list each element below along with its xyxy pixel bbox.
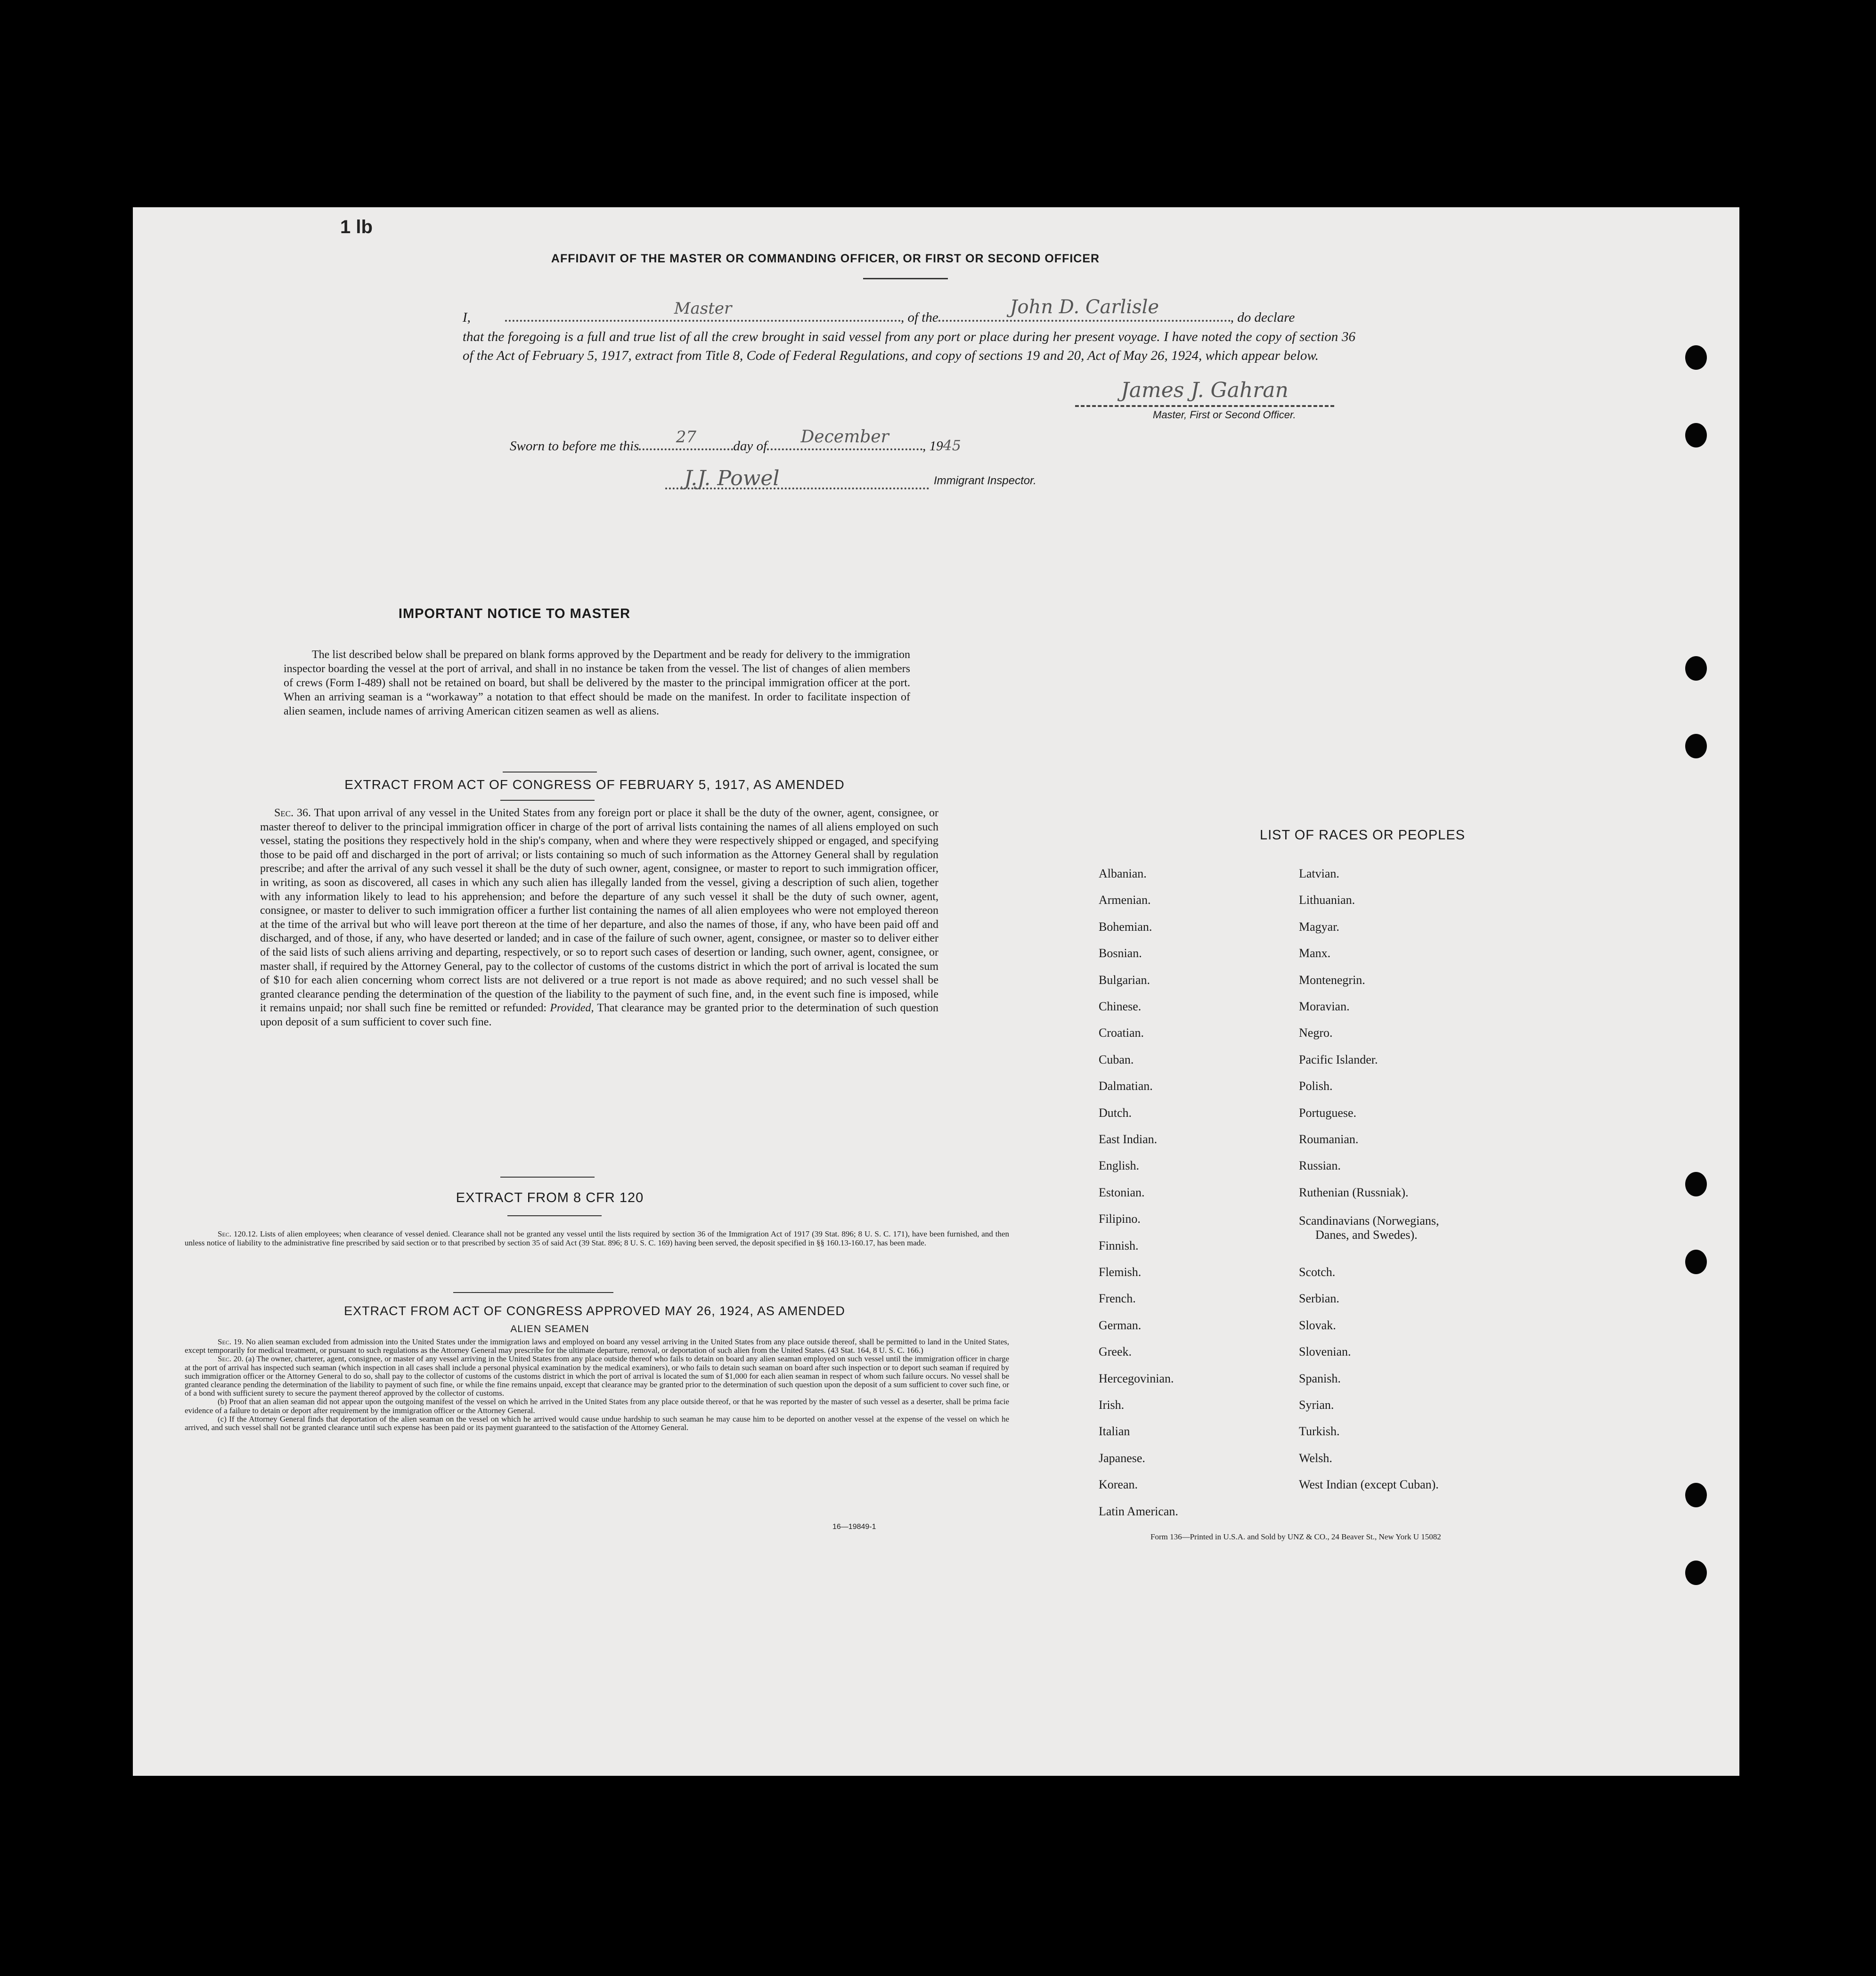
printer-footer: Form 136—Printed in U.S.A. and Sold by UNZ & CO., 24 Beaver St., New York U 15082 [1150, 1532, 1441, 1541]
inspector-signature-line [665, 466, 929, 490]
document-sheet [133, 207, 1739, 1776]
race-item: Welsh. [1299, 1451, 1332, 1465]
race-item: Flemish. [1099, 1265, 1142, 1279]
corner-mark: 1 lb [340, 217, 373, 237]
extract-1917-provided-text: That clearance may be granted prior to the determination of such question upon deposit of a sum sufficient to cover such fine. [260, 1002, 938, 1028]
race-item: Chinese. [1099, 1000, 1142, 1013]
extract-1924-subtitle: ALIEN SEAMEN [510, 1324, 589, 1334]
master-signature-label: Master, First or Second Officer. [1153, 409, 1296, 421]
sworn-day-field [639, 428, 733, 450]
race-item: Estonian. [1099, 1185, 1145, 1199]
notice-body: The list described below shall be prepared on blank forms approved by the Department and be ready for delivery to the immigration inspector boarding the vessel at the port of arrival, and shall in no instance be taken from the vessel. The list of changes of alien members of crews (Form I-489) shall not be retained on board, but shall be delivered by the master to the principal immigration officer at the port. When an arriving seaman is a “workaway” a notation to that effect should be made on the manifest. In order to facilitate inspection of alien seamen, include names of arriving American citizen seamen as well as aliens. [284, 649, 910, 717]
race-item: Lithuanian. [1299, 893, 1355, 907]
extract-1917-sec-label: Sec. 36. [274, 807, 311, 819]
sworn-mid: day of [733, 439, 767, 454]
punch-hole [1685, 734, 1707, 758]
affidavit-mid: , of the [901, 310, 938, 325]
section-20c: (c) If the Attorney General finds that deportation of the alien seaman on the vessel on which he arrived would cause undue hardship to such seaman he may cause him to be deported on another vessel at the expense of the vessel on which he arrived, and such vessel shall not be granted clearance until such expense has been paid or its payment guaranteed to the satisfaction of the Attorney General. [185, 1414, 1009, 1432]
race-item: Latvian. [1299, 867, 1339, 880]
race-item: Turkish. [1299, 1424, 1340, 1439]
affidavit-body: that the foregoing is a full and true list of all the crew brought in said vessel from any port or place during her present voyage. I have noted the copy of section 36 of the Act of February 5, 1917, extract from Title 8, Code of Federal Regulations, and copy of sections 19 and 20, Act of May 26, 1924, which appear below. [463, 329, 1355, 363]
master-signature-line [1075, 378, 1334, 407]
race-item: French. [1099, 1292, 1136, 1306]
race-item: Scandinavians (Norwegians, [1299, 1214, 1439, 1228]
affidavit-prefix: I, [463, 310, 471, 325]
master-signature: James J. Gahran [1121, 378, 1289, 402]
race-item: Filipino. [1099, 1212, 1141, 1226]
race-item: Danes, and Swedes). [1315, 1228, 1418, 1242]
extract-1917-body [260, 806, 938, 1030]
form-number: 16—19849-1 [832, 1523, 876, 1531]
race-item: Scotch. [1299, 1265, 1336, 1279]
race-item: Manx. [1299, 946, 1331, 960]
affidavit-declaration-line [463, 296, 1358, 325]
extract-cfr-body [185, 1229, 1009, 1247]
race-item: Dutch. [1099, 1106, 1132, 1120]
extract-1917-text: That upon arrival of any vessel in the United States from any foreign port or place it shall be the duty of the owner, agent, consignee, or master thereof to deliver to the principal immigration officer in charge of the port of arrival lists containing the names of all aliens employed on such vessel, stating the positions they respectively hold in the ship's company, when and where they were respectively shipped or engaged, and specifying those to be paid off and discharged in the port of arrival; or lists containing so much of such information as the Attorney General shall by regulation prescribe; and after the arrival of any such vessel it shall be the duty of such owner, agent, consignee, or master to report to such immigration officer, in writing, as soon as discovered, all cases in which any such alien has illegally landed from the vessel, giving a description of such alien, together with any information likely to lead to his apprehension; and before the departure of any such vessel it shall be the duty of such owner, agent, consignee, or master to deliver to such immigration officer a further list containing the names of all alien employees who were not employed thereon at the time of the arrival but who will leave port thereon at the time of her departure, and also the names of those, if any, who have been paid off and discharged, and of those, if any, who have deserted or landed; and in case of the failure of such owner, agent, consignee, or master so to deliver either of the said lists of such aliens arriving and departing, respectively, or so to report such cases of desertion or landing, such owner, agent, consignee, or master shall, if required by the Attorney General, pay to the collector of customs of the customs district in which the port of arrival is located the sum of $10 for each alien concerning whom correct lists are not delivered or a true report is not made as above required; and no such vessel shall be granted clearance pending the determination of the question of the liability to the payment of such fine, and, in the event such fine is imposed, while it remains unpaid; nor shall such fine be remitted or refunded: [260, 807, 938, 1015]
race-item: Pacific Islander. [1299, 1052, 1378, 1066]
master-name-field [505, 299, 901, 322]
punch-hole [1685, 656, 1707, 681]
sworn-year: 45 [943, 438, 961, 454]
race-item: Russian. [1299, 1159, 1341, 1173]
affidavit-suffix: , do declare [1230, 310, 1295, 325]
races-title: LIST OF RACES OR PEOPLES [1259, 828, 1466, 843]
race-item: Dalmatian. [1099, 1079, 1153, 1093]
race-item: Armenian. [1099, 893, 1151, 907]
race-item: Cuban. [1099, 1052, 1134, 1066]
race-item: Roumanian. [1299, 1132, 1359, 1146]
section-19-label: Sec. 19. [218, 1337, 244, 1346]
punch-hole [1685, 423, 1707, 447]
divider [453, 1292, 613, 1293]
race-item: Serbian. [1299, 1292, 1339, 1306]
race-item: Negro. [1299, 1026, 1333, 1040]
vessel-name-handwritten: John D. Carlisle [1010, 296, 1159, 318]
sworn-month: December [800, 427, 889, 447]
race-item: Ruthenian (Russniak). [1299, 1185, 1409, 1199]
punch-hole [1685, 1172, 1707, 1196]
race-item: Bosnian. [1099, 946, 1142, 960]
affidavit-title: AFFIDAVIT OF THE MASTER OR COMMANDING OFFICER, OR FIRST OR SECOND OFFICER [551, 252, 1100, 265]
section-19 [185, 1338, 1009, 1355]
race-item: Croatian. [1099, 1026, 1144, 1040]
sworn-year-prefix: , 19 [922, 439, 943, 454]
sworn-month-field [767, 427, 922, 450]
punch-hole [1685, 1483, 1707, 1507]
race-item: Spanish. [1299, 1371, 1341, 1385]
extract-1917-title: EXTRACT FROM ACT OF CONGRESS OF FEBRUARY 5, 1917, AS AMENDED [344, 777, 845, 792]
race-item: Slovenian. [1299, 1345, 1351, 1359]
race-item: East Indian. [1099, 1132, 1158, 1146]
extract-1924-body [185, 1338, 1009, 1432]
sworn-line [510, 427, 1169, 454]
extract-cfr-text: Lists of alien employees; when clearance of vessel denied. Clearance shall not be granted any vessel until the lists required by section 36 of the Immigration Act of 1917 (39 Stat. 896; 8 U. S. C. 171), have been furnished, and then unless notice of liability to the administrative fine prescribed by said section or to that prescribed by section 35 of said Act (39 Stat. 896; 8 U. S. C. 169) having been served, the deposit specified in §§ 160.13-160.17, has been made. [185, 1229, 1009, 1247]
race-item: Greek. [1099, 1345, 1132, 1359]
race-item: Irish. [1099, 1398, 1125, 1412]
race-item: Montenegrin. [1299, 973, 1365, 987]
punch-hole [1685, 1561, 1707, 1585]
race-item: Korean. [1099, 1478, 1138, 1492]
divider [500, 800, 595, 801]
race-item: Hercegovinian. [1099, 1371, 1174, 1385]
race-item: Finnish. [1099, 1238, 1139, 1252]
race-item: Syrian. [1299, 1398, 1334, 1412]
section-20a [185, 1355, 1009, 1398]
extract-1924-title: EXTRACT FROM ACT OF CONGRESS APPROVED MAY 26, 1924, AS AMENDED [344, 1304, 845, 1318]
race-item: Italian [1099, 1424, 1130, 1439]
race-item: German. [1099, 1318, 1142, 1332]
race-item: Bulgarian. [1099, 973, 1150, 987]
sworn-day: 27 [676, 428, 697, 447]
notice-title: IMPORTANT NOTICE TO MASTER [398, 606, 631, 621]
divider [500, 1177, 595, 1178]
divider [503, 772, 597, 773]
vessel-name-field [938, 296, 1231, 322]
race-item: Moravian. [1299, 1000, 1350, 1013]
race-item: English. [1099, 1159, 1139, 1173]
race-item: Japanese. [1099, 1451, 1145, 1465]
race-item: Albanian. [1099, 867, 1147, 880]
divider [507, 1215, 602, 1216]
inspector-label: Immigrant Inspector. [934, 474, 1036, 487]
race-item: Slovak. [1299, 1318, 1336, 1332]
inspector-signature: J.J. Powel [684, 466, 780, 490]
divider [863, 278, 948, 279]
race-item: Polish. [1299, 1079, 1333, 1093]
race-item: Portuguese. [1299, 1106, 1357, 1120]
race-item: Magyar. [1299, 919, 1339, 934]
section-20b: (b) Proof that an alien seaman did not appear upon the outgoing manifest of the vessel on which he arrived in the United States from any place outside thereof, or that he was reported by the master of such vessel as a deserter, shall be prima facie evidence of a failure to detain or deport after requirement by the immigration officer or the Attorney General. [185, 1397, 1009, 1415]
extract-cfr-sec-label: Sec. 120.12. [218, 1229, 258, 1238]
punch-hole [1685, 1250, 1707, 1274]
sworn-prefix: Sworn to before me this [510, 439, 639, 454]
section-20-label: Sec. 20. [218, 1354, 244, 1364]
race-item: Latin American. [1099, 1504, 1178, 1518]
section-20a-text: (a) The owner, charterer, agent, consignee, or master of any vessel arriving in the United States from any place outside thereof who fails to detain on board any alien seaman employed on such vessel until the immigration officer in charge at the port of arrival has inspected such seaman (which inspection in all cases shall include a personal physical examination by the medical examiners), or who fails to detain such seaman on board after such inspection or to deport such seaman if required by such immigration officer or the Attorney General to do so, shall pay to the collector of customs of the customs district in which the port of arrival is located the sum of $1,000 for each alien seaman in respect of whom such failure occurs. No vessel shall be granted clearance pending the determination of the liability to payment of such fine, or while the fine remains unpaid, except that clearance may be granted prior to the determination of such question upon the deposit of a sum sufficient to cover such fine, or of a bond with sufficient surety to secure the payment thereof approved by the collector of customs. [185, 1354, 1009, 1398]
section-19-text: No alien seaman excluded from admission into the United States under the immigration laws and employed on board any vessel arriving in the United States from any place outside thereof, shall be permitted to land in the United States, except temporarily for medical treatment, or pursuant to such regulations as the Attorney General may prescribe for the ultimate departure, removal, or deportation of such alien from the United States. (43 Stat. 164, 8 U. S. C. 166.) [185, 1337, 1010, 1355]
extract-1917-provided-label: Provided, [550, 1002, 594, 1015]
master-name-handwritten: Master [674, 299, 732, 318]
race-item: Bohemian. [1099, 919, 1152, 934]
punch-hole [1685, 345, 1707, 370]
race-item: West Indian (except Cuban). [1299, 1478, 1439, 1492]
extract-cfr-title: EXTRACT FROM 8 CFR 120 [456, 1190, 644, 1205]
